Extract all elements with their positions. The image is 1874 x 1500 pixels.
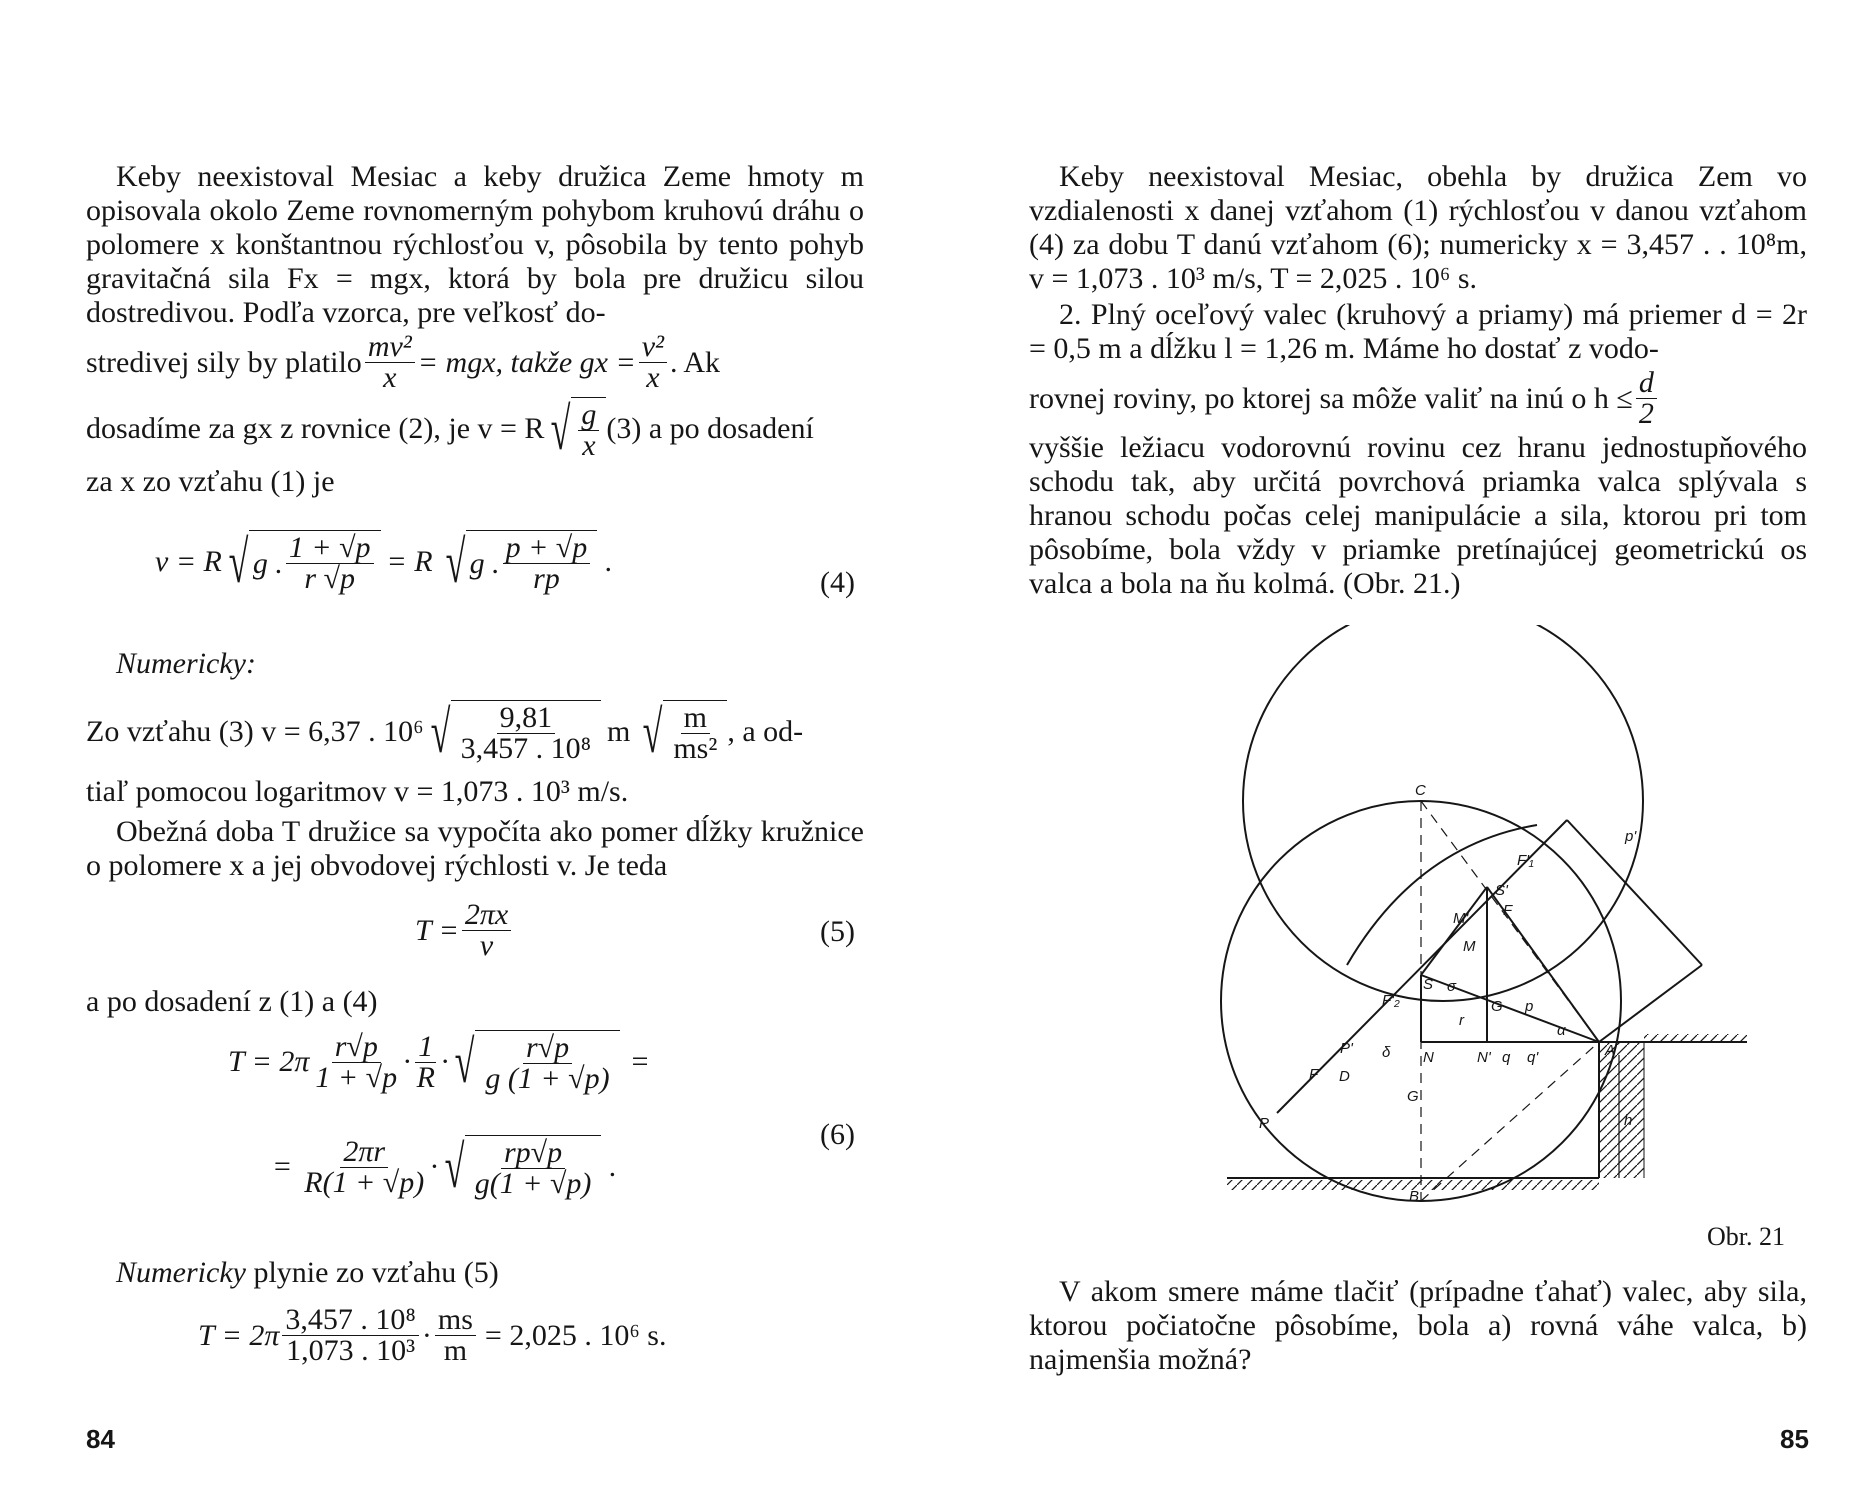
line-numericky-plynie: [86, 1256, 864, 1290]
paragraph-problem-2c: vyššie ležiacu vodorovnú rovinu cez hranu jednostupňového schodu tak, aby určitá povrchová priamka valca splývala s hranou schodu počas celej manipulácie a sila, ktorou pri tom pôsobíme, bola vždy v priamke pretínajúcej geometrickú os valca a bola na ňu kolmá. (Obr. 21.): [1029, 431, 1807, 600]
label-m-prime: M': [1453, 910, 1469, 927]
label-a: A: [1605, 1042, 1616, 1059]
numericky-label: [86, 647, 864, 681]
equation-5: [415, 900, 514, 961]
label-s-prime: S': [1495, 882, 1508, 899]
upper-ground-hatch: [1644, 1034, 1747, 1042]
numeric-velocity-line: [86, 700, 864, 764]
text-fragment: (3) a po dosadení: [606, 412, 814, 445]
right-text-column-2: [1029, 1275, 1807, 1377]
equation-number-5: (5): [820, 915, 855, 948]
eq6a-lhs: T = 2π: [228, 1045, 310, 1078]
final-rhs: = 2,025 . 10⁶ s.: [484, 1318, 667, 1352]
equation-4: [155, 530, 613, 594]
label-n-prime: N': [1477, 1049, 1491, 1066]
eq4-lhs: v = R: [155, 545, 222, 578]
final-lhs: T = 2π: [198, 1318, 280, 1352]
label-g-lower: G: [1407, 1088, 1419, 1105]
eq5-num: 2πx: [462, 900, 511, 931]
label-p-prime-upper: p': [1625, 828, 1637, 845]
equation-number-4: (4): [820, 566, 855, 599]
arc-trajectory: [1347, 825, 1537, 965]
eq4-sqrt-2: √ g . p + √p rp: [439, 530, 598, 594]
eq5-den: v: [479, 929, 494, 962]
label-p-lower: P: [1259, 1115, 1270, 1132]
label-g-upper: G: [1491, 998, 1503, 1015]
label-q-prime: q': [1527, 1049, 1539, 1066]
text-fragment: Zo vzťahu (3) v = 6,37 . 10⁶: [86, 715, 424, 748]
label-m: M: [1463, 938, 1476, 955]
label-delta: δ: [1382, 1044, 1391, 1061]
text-fragment: stredivej sily by platilo: [86, 345, 362, 379]
label-q: q: [1502, 1049, 1511, 1066]
paragraph-summary: Keby neexistoval Mesiac, obehla by družica Zem vo vzdialenosti x danej vzťahom (1) rýchlosťou v danou vzťahom (4) za dobu T danú vzťahom (6); numericky x = 3,457 . . 10⁸m, v = 1,073 . 10³ m/s, T = 2,025 . 10⁶ s.: [1029, 160, 1807, 295]
sqrt-numeric: √ $\frac{9,81}{\text{3,457 . 10⁸}}$: [424, 700, 601, 764]
sqrt-units: √ $\frac{m}{\text{ms²}}$: [636, 700, 727, 764]
right-page: [937, 0, 1874, 1500]
paragraph-satellite-intro: Keby neexistoval Mesiac a keby družica Zeme hmoty m opisovala okolo Zeme rovnomerným pohybom kruhovú dráhu o polomere x konštantnou rýchlosťou v, pôsobila by tento pohyb gravitačná sila Fx = mgx, ktorá by bola pre družicu silou dostredivou. Podľa vzorca, pre veľkosť do-: [86, 160, 864, 329]
equation-6b: = $\frac{2\pi r}{R(1 + √p)}$ · √ $\frac{rp√p}{g(1 + √p)}$ .: [272, 1134, 617, 1200]
fraction-mv2-x: $\frac{\text{mv²}}{x}$: [365, 332, 415, 393]
figure-caption: Obr. 21: [1707, 1222, 1785, 1251]
text-fragment: , a od-: [727, 715, 804, 748]
figure-21: [1157, 625, 1757, 1245]
left-text-column-3: [86, 985, 864, 1019]
left-text-column: [86, 160, 864, 499]
line-a-po-dosadeni: a po dosadení z (1) a (4): [86, 985, 378, 1018]
line-za-x: za x zo vzťahu (1) je: [86, 465, 335, 498]
eq4-dot: .: [605, 545, 613, 578]
label-h: h: [1624, 1112, 1633, 1129]
label-sigma: σ: [1447, 978, 1457, 995]
eq6b-lhs: =: [272, 1150, 293, 1183]
line-p: [1421, 887, 1487, 975]
label-p: p: [1525, 998, 1534, 1015]
fraction-d-2: $\frac{d}{2}$: [1636, 368, 1657, 429]
label-b: B: [1409, 1188, 1420, 1205]
page-number-right: 85: [1780, 1424, 1809, 1454]
equation-6a: T = 2π r√p 1 + √p · 1 R · √ $\frac{r√p}{g (1 + √p)}$ =: [228, 1029, 650, 1095]
paragraph-question: V akom smere máme tlačiť (prípadne ťahať) valec, aby sila, ktorou počiatočne pôsobíme, bola a) rovná váhe valca, b) najmenšia možná?: [1029, 1275, 1807, 1376]
equation-final: T = 2π 3,457 . 10⁸ 1,073 . 10³ · $\frac{ms}{m}$ = 2,025 . 10⁶ s.: [198, 1303, 667, 1367]
label-f2: F'₂: [1382, 992, 1400, 1009]
text-fragment: . Ak: [670, 345, 721, 379]
label-f-lower: F: [1309, 1066, 1319, 1083]
line-logaritmy: tiaľ pomocou logaritmov v = 1,073 . 10³ m/s.: [86, 775, 629, 808]
sqrt-g-over-x: √ $\frac{g}{x}$: [544, 397, 606, 461]
page-number-left: 84: [86, 1424, 115, 1454]
inequality-line: [1029, 368, 1807, 429]
text-fragment: rovnej roviny, po ktorej sa môže valiť na inú o h ≤: [1029, 381, 1633, 415]
numericky-italic: Numericky: [116, 1256, 246, 1289]
plynie-text: plynie zo vzťahu (5): [253, 1256, 499, 1289]
label-alpha: α: [1557, 1022, 1566, 1039]
label-s: S: [1423, 976, 1434, 993]
substitution-line: [86, 397, 864, 461]
text-fragment: = mgx, takže gx =: [417, 345, 636, 379]
paragraph-orbit-period: Obežná doba T družice sa vypočíta ako pomer dĺžky kružnice o polomere x a jej obvodovej rýchlosti v. Je teda: [86, 815, 864, 882]
label-d: D: [1339, 1068, 1350, 1085]
text-fragment: dosadíme za gx z rovnice (2), je v = R: [86, 412, 545, 445]
eq4-sqrt-1: √ g . 1 + √p r √p: [222, 530, 381, 594]
fraction-v2-x: $\frac{\text{v²}}{x}$: [639, 332, 667, 393]
eq4-mid: = R: [386, 545, 433, 578]
centripetal-line: [86, 332, 864, 393]
step-hatch: [1599, 1042, 1644, 1178]
label-n: N: [1423, 1049, 1434, 1066]
left-text-column-2: [86, 775, 864, 883]
label-p-prime-lower: P': [1340, 1040, 1353, 1057]
numericky-heading: Numericky:: [116, 647, 256, 680]
label-r: r: [1459, 1012, 1464, 1029]
unit-m: m: [607, 715, 631, 748]
eq5-lhs: T =: [415, 913, 459, 947]
line-to-a: [1599, 965, 1702, 1042]
label-c: C: [1415, 782, 1426, 799]
eq4-g: g .: [469, 546, 500, 580]
left-text-column-4: [86, 1256, 864, 1290]
right-text-column: [1029, 160, 1807, 601]
label-f1: F'₁: [1517, 852, 1534, 869]
equation-number-6: (6): [820, 1118, 855, 1151]
eq4-g: g .: [252, 546, 283, 580]
label-f-upper: F: [1503, 902, 1513, 919]
paragraph-problem-2a: 2. Plný oceľový valec (kruhový a priamy) má priemer d = 2r = 0,5 m a dĺžku l = 1,26 m. Máme ho dostať z vodo-: [1029, 298, 1807, 365]
